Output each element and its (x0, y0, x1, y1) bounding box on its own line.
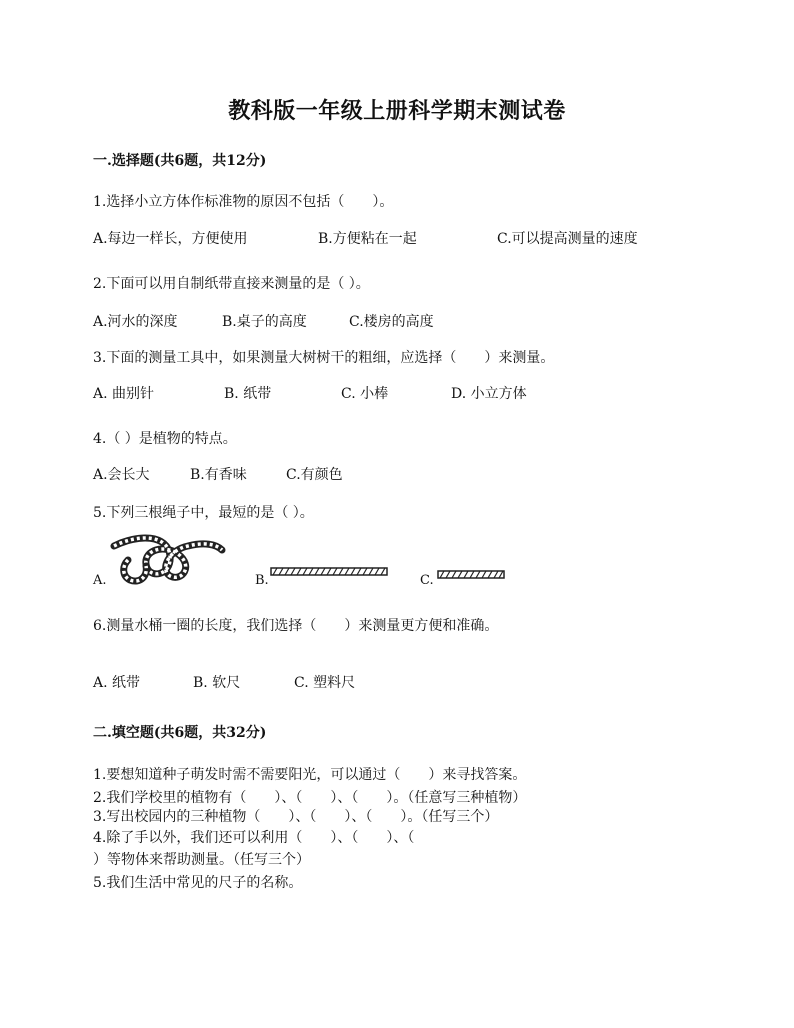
fill-question-2: 2.我们学校里的植物有（ ）、（ ）、（ ）。（任意写三种植物） (93, 790, 527, 806)
question-2: 2.下面可以用自制纸带直接来测量的是（ ）。 (93, 276, 370, 292)
question-4: 4.（ ）是植物的特点。 (93, 431, 237, 447)
q3-option-b: B. 纸带 (224, 386, 272, 402)
section-heading-choice: 一.选择题(共6题，共12分) (93, 153, 267, 169)
question-6: 6.测量水桶一圈的长度，我们选择（ ）来测量更方便和准确。 (93, 618, 499, 634)
q3-option-d: D. 小立方体 (451, 386, 527, 402)
fill-question-5: 5.我们生活中常见的尺子的名称。 (93, 875, 303, 891)
q1-option-c: C.可以提高测量的速度 (497, 231, 638, 247)
fill-question-1: 1.要想知道种子萌发时需不需要阳光，可以通过（ ）来寻找答案。 (93, 767, 527, 783)
q3-option-a: A. 曲别针 (93, 386, 155, 402)
long-rope-image (270, 567, 388, 577)
question-3: 3.下面的测量工具中，如果测量大树树干的粗细，应选择（ ）来测量。 (93, 350, 555, 366)
q4-option-a: A.会长大 (93, 467, 150, 483)
fill-question-4: 4.除了手以外，我们还可以利用（ ）、（ ）、（ (93, 830, 415, 846)
question-1: 1.选择小立方体作标准物的原因不包括（ ）。 (93, 194, 394, 210)
q6-option-c: C. 塑料尺 (294, 675, 356, 691)
q1-option-b: B.方便粘在一起 (318, 231, 417, 247)
q3-option-c: C. 小棒 (341, 386, 389, 402)
fill-question-4-continued: ）等物体来帮助测量。（任写三个） (93, 852, 310, 868)
q2-option-b: B.桌子的高度 (222, 314, 307, 330)
q5-option-b: B. (255, 573, 269, 588)
q5-option-c: C. (420, 573, 434, 588)
q4-option-b: B.有香味 (190, 467, 247, 483)
q6-option-a: A. 纸带 (93, 675, 141, 691)
q1-option-a: A.每边一样长，方便使用 (93, 231, 248, 247)
q2-option-c: C.楼房的高度 (349, 314, 434, 330)
coiled-rope-image (108, 536, 226, 584)
section-heading-fill-blank: 二.填空题(共6题，共32分) (93, 725, 267, 741)
question-5: 5.下列三根绳子中，最短的是（ ）。 (93, 505, 314, 521)
q5-option-a: A. (93, 573, 107, 588)
q6-option-b: B. 软尺 (193, 675, 241, 691)
short-rope-image (437, 570, 505, 580)
q2-option-a: A.河水的深度 (93, 314, 178, 330)
q4-option-c: C.有颜色 (286, 467, 343, 483)
fill-question-3: 3.写出校园内的三种植物（ ）、（ ）、（ ）。（任写三个） (93, 809, 499, 825)
page-title: 教科版一年级上册科学期末测试卷 (228, 98, 566, 124)
